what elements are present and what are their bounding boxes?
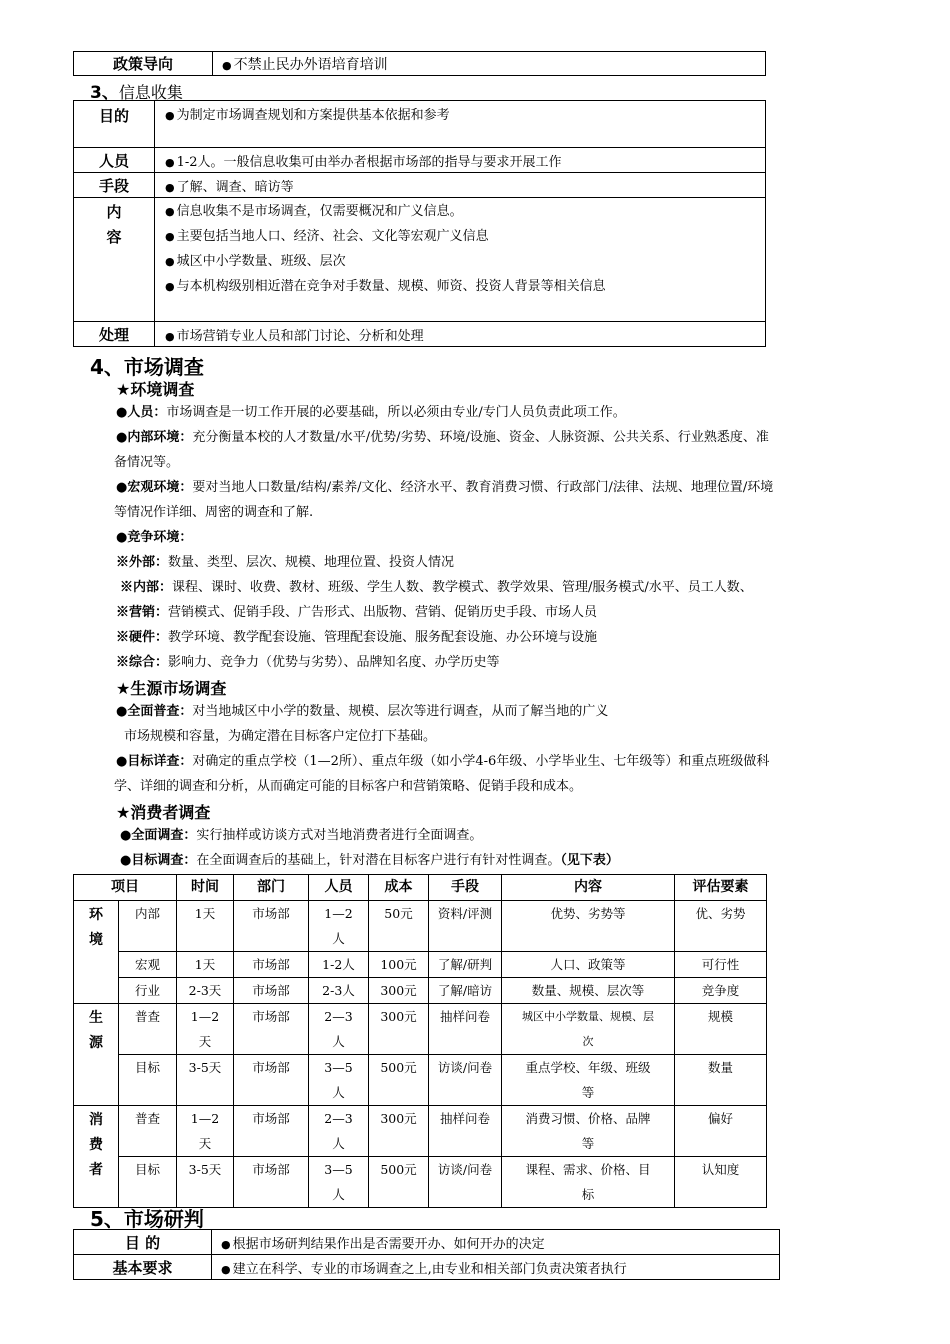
table-row: 目标 3-5天 市场部 3—5 人 500元 访谈/问卷 课程、需求、价格、目 标 认知度: [74, 1157, 767, 1208]
s5-row-requirement: 基本要求 ● 建立在科学、专业的市场调查之上,由专业和相关部门负责决策者执行: [74, 1255, 780, 1280]
section4-heading: 4、市场调查: [90, 355, 204, 379]
s3-row-handling: 处理 ● 市场营销专业人员和部门讨论、分析和处理: [74, 322, 766, 347]
s5-row-purpose: 目 的 ● 根据市场研判结果作出是否需要开办、如何开办的决定: [74, 1230, 780, 1255]
policy-table: [73, 51, 766, 76]
policy-label: 政策导向: [74, 52, 213, 76]
consumer-survey-title: ★消费者调查: [116, 803, 211, 822]
survey-table-header: 项目 时间 部门 人员 成本 手段 内容 评估要素: [74, 875, 767, 901]
section5-heading: 5、市场研判: [90, 1207, 204, 1231]
table-row: 行业 2-3天 市场部 2-3人 300元 了解/暗访 数量、规模、层次等 竞争度: [74, 978, 767, 1004]
s3-row-means: 手段 ● 了解、调查、暗访等: [74, 173, 766, 198]
table-row: 生 源 普查 1—2 天 市场部 2—3 人 300元 抽样问卷 城区中小学数量、规模、层 次 规模: [74, 1004, 767, 1055]
s3-row-purpose: 目的 ● 为制定市场调查规划和方案提供基本依据和参考: [74, 101, 766, 148]
student-survey-body: ●全面普查：对当地城区中小学的数量、规模、层次等进行调查，从而了解当地的广义 市场规模和容量，为确定潜在目标客户定位打下基础。 ●目标详查：对确定的重点学校（1—2所）、重点年级（如小学4-6年级、小学毕业生、七年级等）和重点班级做科 学、详细的调查和分析，从而确定可能的目标客户和营销策略、促销手段和成本。: [114, 704, 770, 794]
s3-row-content: 内 容 ● 信息收集不是市场调查，仅需要概况和广义信息。 ● 主要包括当地人口、经济、社会、文化等宏观广义信息 ● 城区中小学数量、班级、层次 ● 与本机构级别相近潜在竞争对手数量、规模、师资、投资人背景等相关信息: [74, 198, 766, 322]
s3-row-staff: 人员 ● 1-2人。一般信息收集可由举办者根据市场部的指导与要求开展工作: [74, 148, 766, 173]
table-row: 宏观 1天 市场部 1-2人 100元 了解/研判 人口、政策等 可行性: [74, 952, 767, 978]
section3-heading: 3、信息收集: [90, 83, 183, 103]
section5-table: [73, 1229, 780, 1280]
table-row: 消 费 者 普查 1—2 天 市场部 2—3 人 300元 抽样问卷 消费习惯、价格、品牌 等 偏好: [74, 1106, 767, 1157]
table-row: 环 境 内部 1天 市场部 1—2 人 50元 资料/评测 优势、劣势等 优、劣势: [74, 901, 767, 952]
env-survey-title: ★环境调查: [116, 380, 195, 399]
policy-text: ● 不禁止民办外语培育培训: [213, 52, 766, 76]
table-row: 目标 3-5天 市场部 3—5 人 500元 访谈/问卷 重点学校、年级、班级 等 数量: [74, 1055, 767, 1106]
consumer-survey-body: ●全面调查：实行抽样或访谈方式对当地消费者进行全面调查。 ●目标调查：在全面调查后的基础上，针对潜在目标客户进行有针对性调查。（见下表）: [120, 828, 619, 868]
student-survey-title: ★生源市场调查: [116, 679, 227, 698]
survey-table: [73, 874, 767, 1208]
section3-table: [73, 100, 766, 347]
env-survey-body: ●人员：市场调查是一切工作开展的必要基础，所以必须由专业/专门人员负责此项工作。 ●内部环境：充分衡量本校的人才数量/水平/优势/劣势、环境/设施、资金、人脉资源、公共关系、行业熟悉度、准 备情况等。 ●宏观环境：要对当地人口数量/结构/素养/文化、经济水平、教育消费习惯、行政部门/法律、法规、地理位置/环境 等情况作详细、周密的调查和了解. ●竞争环境： ※外部：数量、类型、层次、规模、地理位置、投资人情况 ※内部：课程、课时、收费、教材、班级、学生人数、教学模式、教学效果、管理/服务模式/水平、员工人数、 ※营销：营销模式、促销手段、广告形式、出版物、营销、促销历史手段、市场人员 ※硬件：教学环境、教学配套设施、管理配套设施、服务配套设施、办公环境与设施 ※综合：影响力、竞争力（优势与劣势）、品牌知名度、办学历史等: [114, 405, 774, 670]
